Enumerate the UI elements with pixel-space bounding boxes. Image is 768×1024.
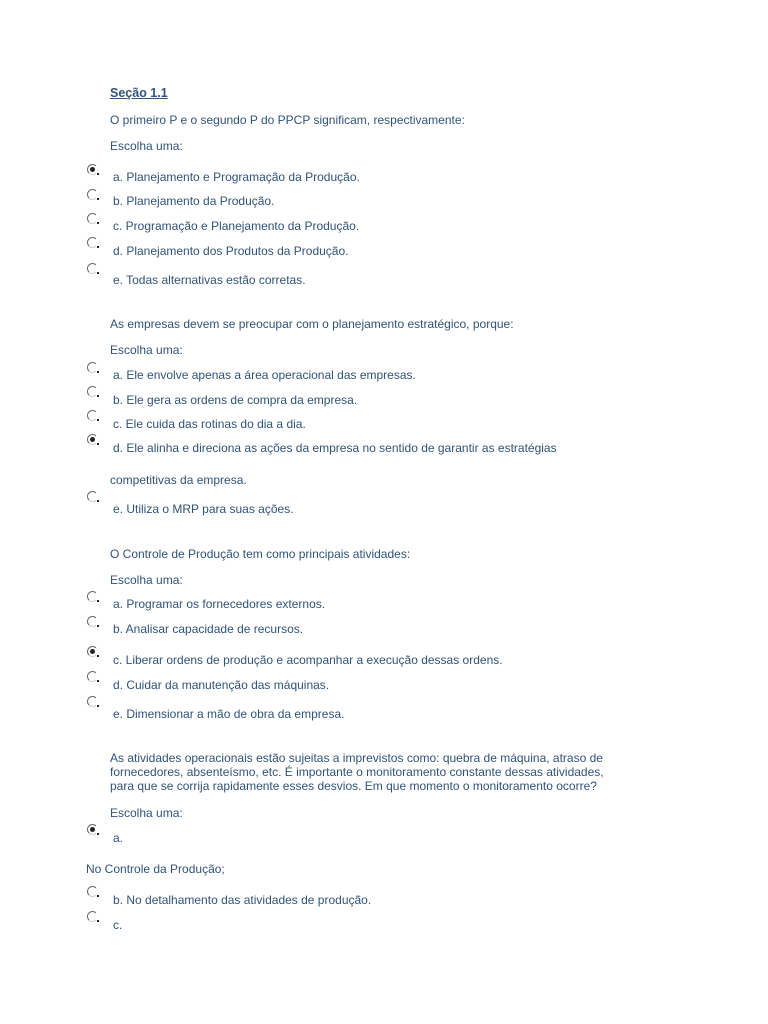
radio-tick-icon xyxy=(97,895,99,897)
q4-option-b[interactable]: b. No detalhamento das atividades de produção. xyxy=(113,893,372,907)
q2-choose-label: Escolha uma: xyxy=(110,343,183,357)
q1-prompt: O primeiro P e o segundo P do PPCP significam, respectivamente: xyxy=(110,113,465,127)
radio-tick-icon xyxy=(97,600,99,602)
q4-radio-b[interactable] xyxy=(87,886,98,897)
q1-option-a[interactable]: a. Planejamento e Programação da Produção. xyxy=(113,170,360,184)
radio-tick-icon xyxy=(97,371,99,373)
q1-radio-e[interactable] xyxy=(87,263,98,274)
q3-radio-c[interactable] xyxy=(87,646,98,657)
q3-radio-b[interactable] xyxy=(87,616,98,627)
q3-option-a[interactable]: a. Programar os fornecedores externos. xyxy=(113,597,326,611)
q2-radio-b[interactable] xyxy=(87,386,98,397)
q3-radio-a[interactable] xyxy=(87,591,98,602)
q1-radio-b[interactable] xyxy=(87,189,98,200)
radio-tick-icon xyxy=(97,272,99,274)
radio-tick-icon xyxy=(97,625,99,627)
q1-radio-a[interactable] xyxy=(87,164,98,175)
q2-option-b[interactable]: b. Ele gera as ordens de compra da empresa. xyxy=(113,393,358,407)
q3-radio-d[interactable] xyxy=(87,671,98,682)
radio-tick-icon xyxy=(97,246,99,248)
radio-selected-dot-icon xyxy=(90,167,95,172)
q4-radio-a[interactable] xyxy=(87,824,98,835)
q4-prompt-line-3: para que se corrija rapidamente esses desvios. Em que momento o monitoramento ocorre? xyxy=(110,779,597,793)
section-title: Seção 1.1 xyxy=(110,86,168,100)
radio-selected-dot-icon xyxy=(90,827,95,832)
q1-radio-d[interactable] xyxy=(87,237,98,248)
q4-option-a[interactable]: a. xyxy=(113,831,124,845)
q3-option-b[interactable]: b. Analisar capacidade de recursos. xyxy=(113,622,304,636)
q2-radio-a[interactable] xyxy=(87,362,98,373)
q4-prompt-line-1: As atividades operacionais estão sujeitas a imprevistos como: quebra de máquina, atraso de xyxy=(110,751,603,765)
q1-option-b[interactable]: b. Planejamento da Produção. xyxy=(113,194,275,208)
radio-selected-dot-icon xyxy=(90,437,95,442)
radio-tick-icon xyxy=(97,222,99,224)
q3-radio-e[interactable] xyxy=(87,696,98,707)
q4-prompt-line-2: fornecedores, absenteísmo, etc. É importante o monitoramento constante dessas atividades, xyxy=(110,765,604,779)
radio-tick-icon xyxy=(97,419,99,421)
q1-choose-label: Escolha uma: xyxy=(110,139,183,153)
q1-option-c[interactable]: c. Programação e Planejamento da Produção. xyxy=(113,219,360,233)
q2-radio-e[interactable] xyxy=(87,491,98,502)
radio-tick-icon xyxy=(97,705,99,707)
q3-choose-label: Escolha uma: xyxy=(110,573,183,587)
q2-radio-d[interactable] xyxy=(87,434,98,445)
radio-tick-icon xyxy=(97,500,99,502)
radio-tick-icon xyxy=(97,198,99,200)
q2-prompt: As empresas devem se preocupar com o planejamento estratégico, porque: xyxy=(110,317,514,331)
q3-option-e[interactable]: e. Dimensionar a mão de obra da empresa. xyxy=(113,707,345,721)
q2-option-c[interactable]: c. Ele cuida das rotinas do dia a dia. xyxy=(113,417,306,431)
q4-radio-c[interactable] xyxy=(87,911,98,922)
q4-choose-label: Escolha uma: xyxy=(110,806,183,820)
radio-tick-icon xyxy=(97,395,99,397)
q2-option-a[interactable]: a. Ele envolve apenas a área operacional das empresas. xyxy=(113,368,416,382)
radio-tick-icon xyxy=(97,173,99,175)
q2-option-d-continuation: competitivas da empresa. xyxy=(110,473,247,487)
q2-radio-c[interactable] xyxy=(87,410,98,421)
q1-option-d[interactable]: d. Planejamento dos Produtos da Produção. xyxy=(113,244,349,258)
q4-prompt xyxy=(110,751,604,793)
q4-option-c[interactable]: c. xyxy=(113,918,123,932)
q2-option-e[interactable]: e. Utiliza o MRP para suas ações. xyxy=(113,502,294,516)
radio-tick-icon xyxy=(97,655,99,657)
q1-radio-c[interactable] xyxy=(87,213,98,224)
q4-option-a-text: No Controle da Produção; xyxy=(86,862,225,876)
radio-selected-dot-icon xyxy=(90,649,95,654)
q1-option-e[interactable]: e. Todas alternativas estão corretas. xyxy=(113,273,306,287)
radio-tick-icon xyxy=(97,920,99,922)
radio-tick-icon xyxy=(97,833,99,835)
q3-option-c[interactable]: c. Liberar ordens de produção e acompanhar a execução dessas ordens. xyxy=(113,653,503,667)
radio-tick-icon xyxy=(97,680,99,682)
q2-option-d[interactable]: d. Ele alinha e direciona as ações da empresa no sentido de garantir as estratégias xyxy=(113,441,557,455)
radio-tick-icon xyxy=(97,443,99,445)
q3-prompt: O Controle de Produção tem como principais atividades: xyxy=(110,547,411,561)
q3-option-d[interactable]: d. Cuidar da manutenção das máquinas. xyxy=(113,678,330,692)
